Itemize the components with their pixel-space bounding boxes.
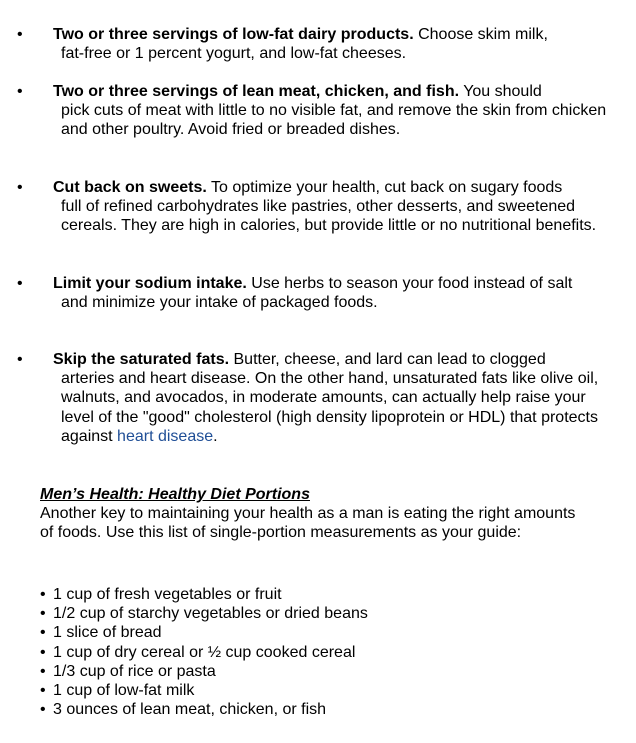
portion-text: 1/2 cup of starchy vegetables or dried beans — [53, 605, 368, 623]
bullet-icon: • — [17, 26, 23, 43]
list-item — [40, 662, 368, 681]
bullet-icon: • — [17, 351, 23, 368]
list-item — [40, 681, 368, 700]
bullet-continuation: and minimize your intake of packaged foods. — [61, 294, 378, 312]
list-item — [40, 604, 368, 623]
bullet-first-line: Butter, cheese, and lard can lead to clogged — [229, 351, 546, 368]
bullet-lead: Skip the saturated fats. — [53, 351, 230, 368]
portion-list — [40, 585, 368, 719]
bullet-icon: • — [17, 179, 23, 196]
bullet-icon: • — [40, 662, 46, 680]
bullet-icon: • — [40, 701, 46, 719]
bullet-icon: • — [40, 605, 46, 623]
heart-disease-link[interactable]: heart disease — [117, 427, 214, 445]
section-title: Men’s Health: Healthy Diet Portions — [40, 486, 310, 503]
bullet-icon: • — [40, 681, 46, 699]
bullet-lead: Limit your sodium intake. — [53, 275, 247, 292]
portion-text: 3 ounces of lean meat, chicken, or fish — [53, 701, 327, 719]
list-item — [40, 623, 368, 642]
bullet-icon: • — [40, 643, 46, 661]
portion-text: 1 slice of bread — [53, 624, 162, 642]
portion-text: 1/3 cup of rice or pasta — [53, 662, 216, 680]
bullet-text — [53, 82, 609, 140]
bullet-continuation: fat-free or 1 percent yogurt, and low-fat cheeses. — [61, 45, 407, 63]
bullet-text — [53, 350, 609, 446]
bullet-continuation: full of refined carbohydrates like pastries, other desserts, and sweetened cereals. They are high in calories, but provide little or no nutritional benefits. — [61, 198, 597, 235]
bullet-end-punctuation: . — [213, 427, 218, 445]
bullet-lead: Two or three servings of low-fat dairy products. — [53, 26, 414, 43]
portion-text: 1 cup of fresh vegetables or fruit — [53, 586, 282, 603]
bullet-lead: Cut back on sweets. — [53, 179, 207, 196]
bullet-text — [53, 178, 609, 236]
bullet-first-line: Choose skim milk, — [413, 26, 548, 43]
bullet-icon: • — [17, 83, 23, 100]
list-item — [40, 700, 368, 719]
section-intro: Another key to maintaining your health as a man is eating the right amounts of foods. Use this list of single-portion measurements as your guide: — [40, 505, 576, 542]
portion-text: 1 cup of low-fat milk — [53, 681, 195, 699]
bullet-text — [53, 274, 609, 312]
bullet-icon: • — [40, 586, 46, 603]
bullet-first-line: You should — [459, 83, 542, 100]
list-item — [40, 585, 368, 604]
bullet-first-line: To optimize your health, cut back on sugary foods — [206, 179, 563, 196]
bullet-text — [53, 25, 609, 63]
list-item — [40, 643, 368, 662]
bullet-icon: • — [40, 624, 46, 642]
portion-text: 1 cup of dry cereal or ½ cup cooked cereal — [53, 643, 356, 661]
bullet-continuation — [53, 369, 609, 446]
bullet-first-line: Use herbs to season your food instead of salt — [246, 275, 573, 292]
bullet-icon: • — [17, 275, 23, 292]
bullet-lead: Two or three servings of lean meat, chicken, and fish. — [53, 83, 460, 100]
bullet-continuation-text: arteries and heart disease. On the other hand, unsaturated fats like olive oil, walnuts, and avocados, in moderate amounts, can actually help raise your level of the "good" cholesterol (high density lipoprotein or HDL) that protects against — [61, 370, 599, 445]
bullet-continuation: pick cuts of meat with little to no visible fat, and remove the skin from chicken and other poultry. Avoid fried or breaded dishes. — [61, 102, 607, 139]
